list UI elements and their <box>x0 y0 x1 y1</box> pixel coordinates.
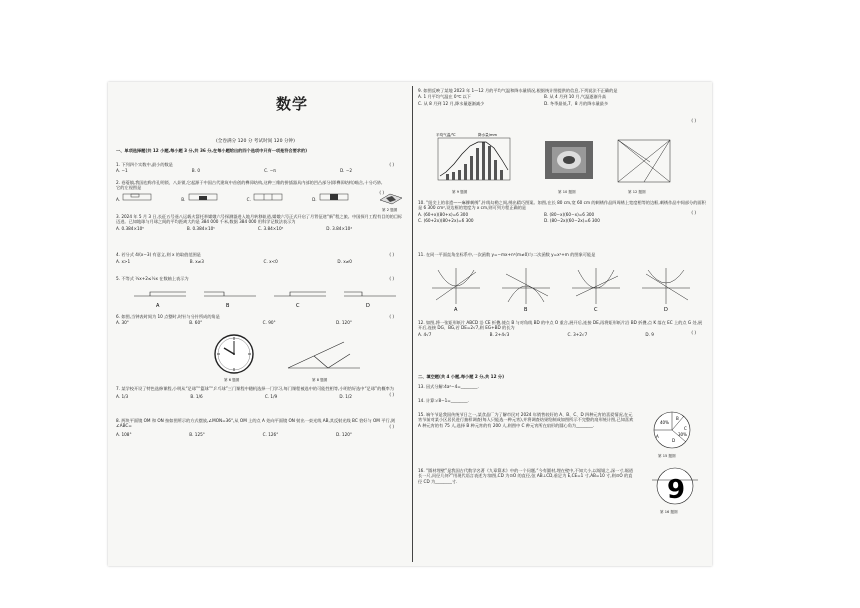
pie-chart-figure <box>650 408 694 452</box>
answer-bracket: ( ) <box>389 162 394 167</box>
question-2-options <box>116 193 352 202</box>
q10-option-a: A. (60+x)(80+x)=6 300 <box>418 211 469 217</box>
question-11-stem: 11. 在同一平面直角坐标系中,一次函数 y=−mx+n²(m≠0)与二次函数 y=x²+m 的图象可能是 <box>418 252 596 257</box>
q11-option-a: A <box>454 307 458 312</box>
q12-option-c: C. 3+2√7 <box>567 331 588 337</box>
q3-option-d: D. 3.84×10⁴ <box>326 225 352 231</box>
question-2-stem: 2. 卷菱镇,我国也称作孔明锁、八卦锁,它起源于中国古代建筑中首创的榫卯结构,这种三维的拼插器具内部的凹凸部分(即榫卯结构)啮合,十分巧妙,它的左视图是 <box>116 180 383 191</box>
question-16: 16. “圆材埋壁”是我国古代数学名著《九章算术》中的一个问题,“今有圆材,埋在壁中,不知大小,以锯锯之,深一寸,锯道长一尺,问径几何?”用现代语言表述为:如图,CD 为⊙O 的直径,弦 AB⊥CD,垂足为 E,CE=1 寸,AB=10 寸,则⊙O 的直径 CD 为________寸. <box>418 468 634 484</box>
question-3 <box>116 214 404 231</box>
q6-option-c: C. 90° <box>262 320 276 326</box>
pie-label-b: B <box>676 416 679 421</box>
pie-label-c: C <box>684 426 687 431</box>
q10-option-c: C. (60+2x)(80+2x)=6 300 <box>418 217 474 223</box>
pie-label-a: A <box>656 434 659 439</box>
answer-bracket: ( ) <box>389 314 394 319</box>
q8-option-c: C. 126° <box>262 431 279 437</box>
section-heading-1: 一、单项选择题(共 12 小题,每小题 3 分,共 36 分,在每小题给出的四个选项中只有一项是符合要求的) <box>116 148 308 153</box>
question-13: 13. 因式分解:4a²−4=________. <box>418 384 479 389</box>
rectangle-fold-figure <box>614 136 674 188</box>
q1-option-c: C. −π <box>264 168 276 174</box>
question-4-options <box>116 259 352 264</box>
q4-option-c: C. x<0 <box>263 259 278 265</box>
question-5 <box>116 276 404 281</box>
question-3-options <box>116 226 352 231</box>
circle-wood-figure <box>650 466 700 508</box>
q9-figure-label: 第 9 题图 <box>452 190 468 194</box>
answer-bracket: ( ) <box>691 118 696 123</box>
question-14: 14. 计算:√8−1=________. <box>418 398 469 403</box>
question-3-stem: 3. 2024 年 5 月 3 日,长征五号遥八运载火箭托举嫦娥六号探测器进入地月转移轨道,嫦娥六号正式开启了月背征途“新”程之旅。中国探月工程有目的的目标迈进。已知地球与月球之间的平均距离大约是 384 000 千米,数据 384 000 用科学记数法表示为 <box>116 214 403 225</box>
q9-option-c: C. 从 8 月到 12 月,降水量逐渐减少 <box>418 100 485 106</box>
q10-option-d: D. (80−2x)(60−2x)=6 300 <box>544 217 600 223</box>
answer-bracket: ( ) <box>389 392 394 397</box>
q1-option-b: B. 0 <box>191 168 200 174</box>
q8-option-b: B. 125° <box>189 431 205 437</box>
q11-graphs <box>426 266 706 312</box>
question-11 <box>418 252 706 257</box>
q3-option-a: A. 0.384×10⁶ <box>116 225 144 231</box>
answer-bracket: ( ) <box>389 252 394 257</box>
q15-figure-label: 第 15 题图 <box>658 454 676 458</box>
question-12-options <box>418 332 654 337</box>
q2-option-a-figure <box>121 193 155 201</box>
q7-option-b: B. 1/6 <box>190 394 203 400</box>
q8-figure-label: 第 8 题图 <box>312 378 328 382</box>
pie-label-d: D <box>672 438 676 443</box>
question-6-stem: 6. 如图,当钟表时间为 10 点整时,时针与分针所成的角是 <box>116 314 220 319</box>
question-5-stem: 5. 不等式 ½x+2≤½x 在数轴上表示为 <box>116 276 189 281</box>
q16-figure-digit: 9 <box>667 475 686 505</box>
q6-option-b: B. 60° <box>189 320 203 326</box>
q8-option-d: D. 120° <box>336 431 352 437</box>
question-6 <box>116 314 404 326</box>
page-title: 数学 <box>276 95 309 113</box>
question-8 <box>116 418 404 437</box>
q5-option-c: C <box>296 303 300 309</box>
question-9-stem: 9. 如图反映了某地 2023 年 1—12 月的平均气温和降水量情况,根据统计图提供的信息,下列说法不正确的是 <box>418 88 618 93</box>
q12-option-d: D. 9 <box>645 331 654 337</box>
chart-ylabel-temp: 平均气温/℃ <box>436 133 456 137</box>
question-7-options <box>116 394 352 399</box>
question-4-stem: 4. 若分式 4/(x−3) 有意义,则 x 的取值范围是 <box>116 252 201 257</box>
question-8-options <box>116 432 352 437</box>
question-9-options <box>418 94 668 106</box>
q9-option-d: D. 冬季最低,7、8 月的降水量最多 <box>544 100 609 106</box>
q2-option-b-figure <box>187 193 221 201</box>
question-4 <box>116 252 404 265</box>
q2-figure-label: 第 2 题图 <box>382 208 398 212</box>
q7-option-d: D. 1/2 <box>339 394 352 400</box>
question-7-stem: 7. 某学校开设了特色选修课程,小明从“足球”“篮球”“乒乓球”三门课程中随机选择一门学习,每门课程被选中的可能性相等,小明恰好选中“足球”的概率为 <box>116 386 394 391</box>
q11-option-c: C <box>594 307 598 312</box>
q10-figure-label: 第 10 题图 <box>558 190 576 194</box>
question-10 <box>418 200 706 223</box>
q5-option-b: B <box>226 303 230 309</box>
q7-option-c: C. 1/9 <box>264 394 278 400</box>
q11-option-b: B <box>524 307 528 312</box>
climate-chart <box>426 130 516 188</box>
question-9 <box>418 88 706 123</box>
q8-option-a: A. 108° <box>116 431 132 437</box>
q2-option-a: A. <box>116 193 155 202</box>
q4-option-d: D. x≠0 <box>337 259 352 265</box>
pie-label-40: 40% <box>660 420 669 425</box>
q1-option-a: A. −1 <box>116 168 128 174</box>
answer-bracket: ( ) <box>691 210 696 215</box>
clock-figure <box>212 332 256 376</box>
q6-option-d: D. 120° <box>336 320 352 326</box>
answer-bracket: ( ) <box>379 190 384 195</box>
q12-figure-label: 第 12 题图 <box>628 190 646 194</box>
q5-option-d: D <box>366 303 370 309</box>
q4-option-b: B. x≠3 <box>189 259 204 265</box>
answer-bracket: ( ) <box>691 330 696 335</box>
q6-figure-label: 第 6 题图 <box>224 378 240 382</box>
question-1 <box>116 162 404 174</box>
exam-paper <box>108 82 712 566</box>
q16-figure-label: 第 16 题图 <box>660 510 678 514</box>
q12-option-a: A. 4√7 <box>418 331 432 337</box>
question-1-stem: 1. 下列四个实数中,最小的数是 <box>116 162 173 167</box>
embroidery-figure <box>544 140 594 180</box>
question-6-options <box>116 320 352 325</box>
question-10-options <box>418 212 668 224</box>
q2-option-d-figure <box>318 193 352 201</box>
question-2 <box>116 180 384 202</box>
column-divider <box>412 86 413 562</box>
section-heading-2: 二、填空题(共 4 小题,每小题 2 分,共 12 分) <box>418 374 505 379</box>
pie-label-30: 30% <box>678 432 687 437</box>
question-15: 15. 端午节是我国传统节日之一,某食品厂为了解市民对 2024 年销售较好的 A、B、C、D 四种元宵的喜爱情况,在元宵节前对某小区居民进行抽样调查(每人只能选一种元宵),并将调查结果绘制成如图所示不完整的扇形统计图,已知喜欢 A 种元宵的有 75 人,选择 B 种元宵的有 200 人,则图中 C 种元宵所在扇形的圆心角为________. <box>418 412 634 428</box>
question-8-stem: 8. 两块平面镜 OM 和 ON 按如图所示的方式摆放,∠MON=36°,从 OM 上的点 A 处向平面镜 ON 射出一束光线 AB,其反射光线 BC 恰好与 OM 平行,则∠ABC= <box>116 418 396 429</box>
answer-bracket: ( ) <box>389 424 394 429</box>
q3-option-c: C. 3.84×10⁵ <box>257 225 284 231</box>
left-column <box>116 82 412 566</box>
q4-option-a: A. x>1 <box>116 259 131 265</box>
q1-option-d: D. −2 <box>339 168 352 174</box>
q9-option-b: B. 从 4 月到 10 月,气温逐渐升高 <box>544 94 607 100</box>
question-7 <box>116 386 404 400</box>
q12-option-b: B. 2+4√3 <box>489 331 510 337</box>
q9-option-a: A. 1 月平均气温在 0℃ 以下 <box>418 94 471 100</box>
right-column <box>418 82 712 566</box>
question-10-stem: 10. “纽尖上的非遗——麻柳刺绣”,针线勾勒之间,绣出精巧图案。如图,在长 80 cm,宽 60 cm 的刺绣作品四周绣上宽度相等的边框,刺绣作品中间部分的面积是 6 300 cm²,设边框的宽度为 x cm,则可列方程正确的是 <box>418 200 706 211</box>
q2-option-b: B. <box>181 193 221 202</box>
question-1-options <box>116 168 352 173</box>
q3-option-b: B. 0.384×10⁵ <box>186 225 215 231</box>
q2-option-c-figure <box>252 193 286 201</box>
question-12 <box>418 320 706 337</box>
answer-bracket: ( ) <box>389 276 394 281</box>
q2-figure <box>378 190 404 208</box>
exam-subtitle: (全卷满分 120 分 考试时间 120 分钟) <box>216 139 295 144</box>
question-12-stem: 12. 如图,将一张矩形纸片 ABCD 沿 CE 折叠,使点 B 与对角线 BD 的中点 O 重合,展开后,连接 DE,再将矩形纸片沿 BD 折叠,点 K 落在 EC 上的点 G 处,展开后,连接 DG、BG,若 DE=2√7,则 EG+BD 的长为 <box>418 320 703 331</box>
q10-option-b: B. (80−x)(60−x)=6 300 <box>544 211 595 217</box>
q5-number-lines <box>116 288 406 310</box>
q2-option-c: C. <box>247 193 287 202</box>
q2-option-d: D. <box>312 193 352 202</box>
q6-option-a: A. 30° <box>116 320 129 326</box>
chart-ylabel-rain: 降水量/mm <box>478 133 497 137</box>
q5-option-a: A <box>156 303 160 309</box>
mirror-figure <box>284 338 364 374</box>
q7-option-a: A. 1/3 <box>116 394 129 400</box>
q11-option-d: D <box>664 307 668 312</box>
